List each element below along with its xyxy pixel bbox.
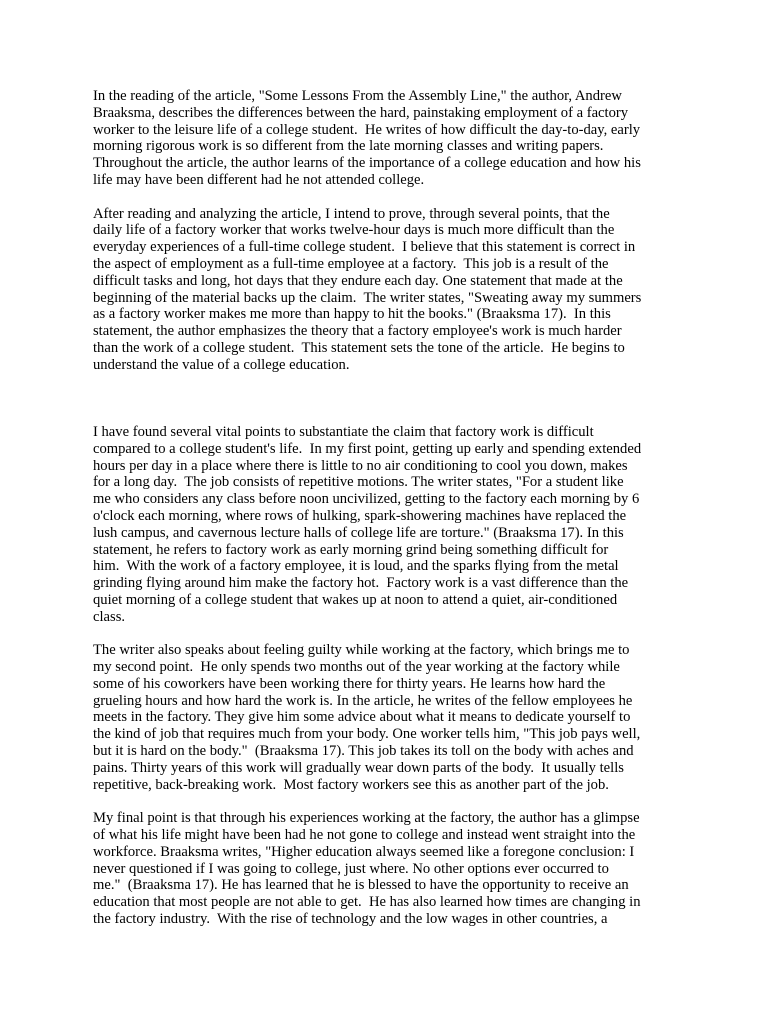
paragraph-spacer — [93, 793, 678, 810]
text-line: my second point. He only spends two months out of the year working at the factory while — [93, 659, 620, 676]
text-line: grueling hours and how hard the work is. In the article, he writes of the fellow employees he — [93, 692, 633, 709]
text-line: quiet morning of a college student that wakes up at noon to attend a quiet, air-conditioned — [93, 591, 618, 608]
paragraph-2 — [93, 206, 678, 374]
paragraph-1 — [93, 88, 678, 189]
text-line: for a long day. The job consists of repetitive motions. The writer states, "For a student like — [93, 474, 624, 491]
text-line: The writer also speaks about feeling guilty while working at the factory, which brings me to — [93, 642, 630, 659]
text-line: hours per day in a place where there is little to no air conditioning to cool you down, makes — [93, 457, 628, 474]
text-line: me." (Braaksma 17). He has learned that he is blessed to have the opportunity to receive an — [93, 877, 629, 894]
text-line: In the reading of the article, "Some Lessons From the Assembly Line," the author, Andrew — [93, 88, 622, 104]
text-line: statement, he refers to factory work as early morning grind being something difficult for — [93, 541, 609, 558]
text-line: than the work of a college student. This statement sets the tone of the article. He begins to — [93, 339, 625, 356]
text-line: some of his coworkers have been working there for thirty years. He learns how hard the — [93, 675, 606, 692]
essay-body — [93, 88, 678, 928]
text-line: repetitive, back-breaking work. Most factory workers see this as another part of the job. — [93, 776, 609, 793]
paragraph-spacer — [93, 189, 678, 206]
text-line: Throughout the article, the author learns of the importance of a college education and how his — [93, 155, 641, 172]
paragraph-spacer — [93, 626, 678, 643]
text-line: daily life of a factory worker that works twelve-hour days is much more difficult than the — [93, 222, 615, 239]
text-line: as a factory worker makes me more than happy to hit the books." (Braaksma 17). In this — [93, 306, 611, 323]
text-line: him. With the work of a factory employee, it is loud, and the sparks flying from the metal — [93, 558, 619, 575]
text-line: statement, the author emphasizes the theory that a factory employee's work is much harder — [93, 323, 622, 340]
text-line: worker to the leisure life of a college student. He writes of how difficult the day-to-day, early — [93, 121, 641, 138]
text-line: difficult tasks and long, hot days that they endure each day. One statement that made at the — [93, 272, 623, 289]
text-line: understand the value of a college education. — [93, 356, 350, 373]
paragraph-3 — [93, 424, 678, 626]
paragraph-4 — [93, 642, 678, 793]
text-line: morning rigorous work is so different from the late morning classes and writing papers. — [93, 138, 604, 155]
text-line: me who considers any class before noon uncivilized, getting to the factory each morning by 6 — [93, 491, 640, 508]
text-line: education that most people are not able to get. He has also learned how times are changing in — [93, 894, 641, 911]
text-line: everyday experiences of a full-time college student. I believe that this statement is correct in — [93, 239, 636, 256]
text-line: the kind of job that requires much from your body. One worker tells him, "This job pays well, — [93, 726, 641, 743]
paragraph-spacer — [93, 374, 678, 424]
text-line: never questioned if I was going to college, just where. No other options ever occurred to — [93, 860, 609, 877]
text-line: life may have been different had he not attended college. — [93, 171, 425, 188]
text-line: Braaksma, describes the differences between the hard, painstaking employment of a factory — [93, 104, 629, 121]
text-line: compared to a college student's life. In my first point, getting up early and spending extended — [93, 440, 642, 457]
text-line: lush campus, and cavernous lecture halls of college life are torture." (Braaksma 17). In this — [93, 524, 624, 541]
text-line: I have found several vital points to substantiate the claim that factory work is difficult — [93, 423, 594, 440]
text-line: beginning of the material backs up the claim. The writer states, "Sweating away my summers — [93, 289, 642, 306]
paragraph-5 — [93, 810, 678, 928]
text-line: class. — [93, 608, 126, 625]
text-line: the factory industry. With the rise of technology and the low wages in other countries, a — [93, 911, 608, 928]
text-line: pains. Thirty years of this work will gradually wear down parts of the body. It usually tells — [93, 759, 624, 776]
text-line: After reading and analyzing the article, I intend to prove, through several points, that the — [93, 205, 610, 222]
text-line: the aspect of employment as a full-time employee at a factory. This job is a result of the — [93, 255, 609, 272]
text-line: My final point is that through his experiences working at the factory, the author has a glimpse — [93, 810, 640, 827]
text-line: of what his life might have been had he not gone to college and instead went straight into the — [93, 827, 636, 844]
text-line: workforce. Braaksma writes, "Higher education always seemed like a foregone conclusion: I — [93, 843, 635, 860]
text-line: but it is hard on the body." (Braaksma 17). This job takes its toll on the body with aches and — [93, 743, 634, 760]
text-line: o'clock each morning, where rows of hulking, spark-showering machines have replaced the — [93, 507, 627, 524]
text-line: meets in the factory. They give him some advice about what it means to dedicate yourself to — [93, 709, 631, 726]
text-line: grinding flying around him make the factory hot. Factory work is a vast difference than the — [93, 575, 629, 592]
